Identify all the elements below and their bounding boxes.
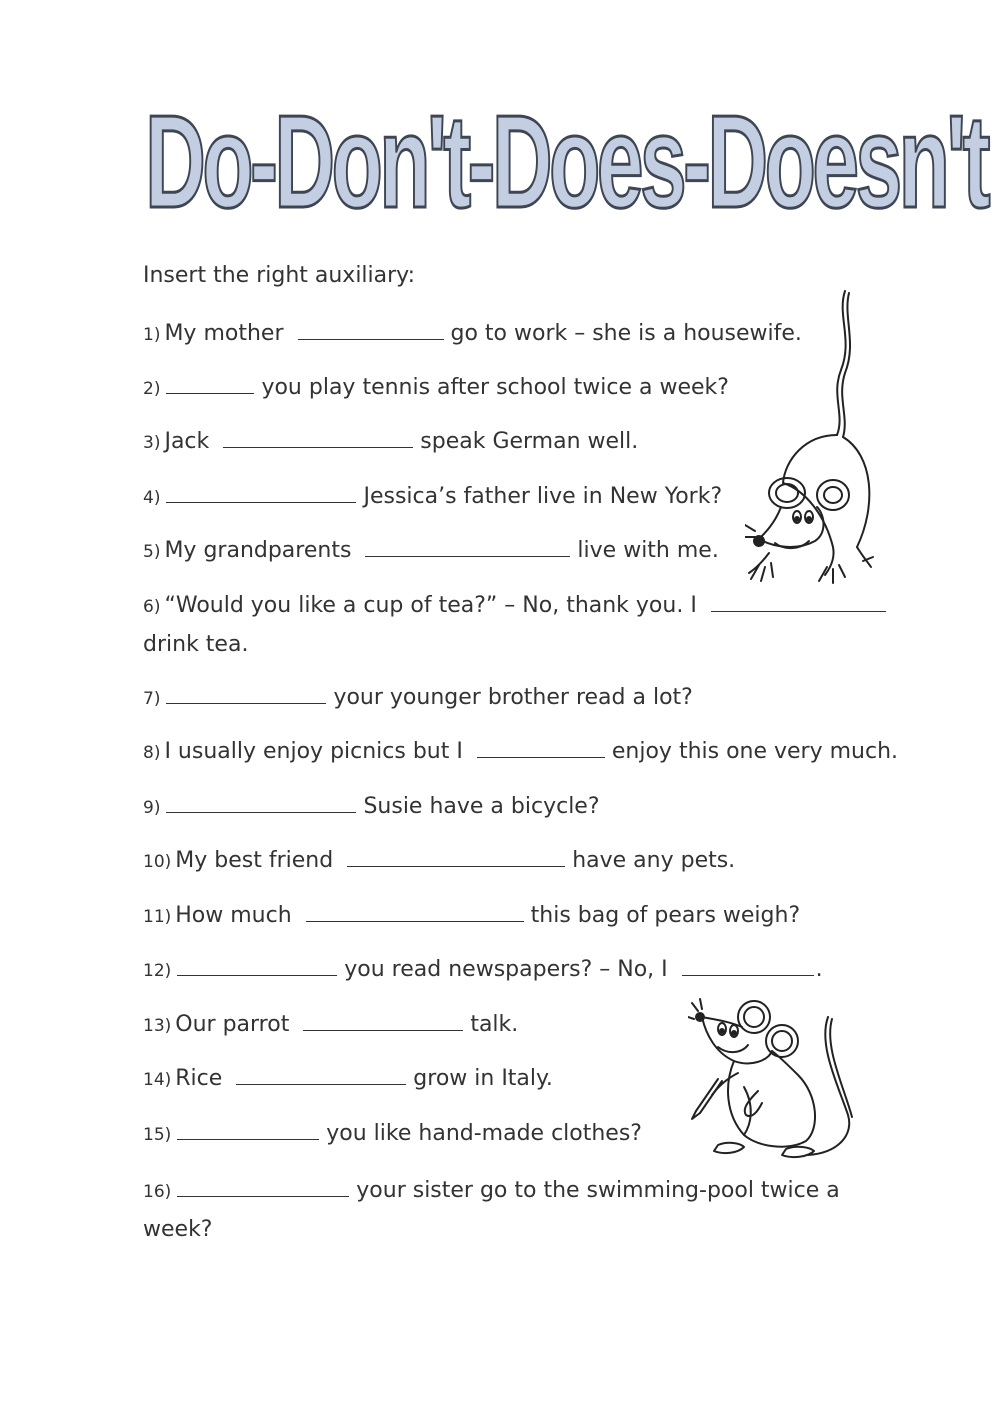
question-1	[143, 315, 802, 354]
question-6	[143, 587, 893, 663]
question-text-after: talk.	[470, 1012, 519, 1037]
question-11	[143, 897, 800, 936]
question-text-after: grow in Italy.	[413, 1066, 553, 1091]
answer-blank[interactable]	[177, 955, 337, 976]
instruction-text: Insert the right auxiliary:	[143, 263, 416, 288]
question-2	[143, 369, 729, 408]
question-number: 1)	[143, 325, 161, 345]
answer-blank[interactable]	[303, 1010, 463, 1031]
answer-blank[interactable]	[166, 683, 326, 704]
question-text-after: your younger brother read a lot?	[333, 685, 693, 710]
answer-blank[interactable]	[711, 591, 886, 612]
answer-blank[interactable]	[166, 482, 356, 503]
question-text-before: I usually enjoy picnics but I	[164, 739, 463, 764]
question-4	[143, 478, 722, 517]
question-text-before: Our parrot	[175, 1012, 290, 1037]
question-number: 3)	[143, 433, 161, 453]
question-number: 10)	[143, 852, 172, 872]
question-text-after: your sister go to the swimming-pool twice a	[356, 1178, 840, 1203]
question-number: 9)	[143, 798, 161, 818]
question-text-after: you like hand-made clothes?	[326, 1121, 642, 1146]
question-number: 12)	[143, 961, 172, 981]
question-text-after: live with me.	[577, 538, 719, 563]
question-13	[143, 1006, 518, 1045]
answer-blank[interactable]	[682, 955, 814, 976]
question-number: 16)	[143, 1182, 172, 1202]
question-number: 4)	[143, 488, 161, 508]
question-number: 14)	[143, 1070, 172, 1090]
question-text-end: .	[815, 957, 823, 982]
answer-blank[interactable]	[223, 427, 413, 448]
worksheet-title: Do-Don't-Does-Doesn't	[145, 88, 987, 235]
question-7	[143, 679, 693, 718]
question-text-after: you play tennis after school twice a week?	[261, 375, 729, 400]
question-text-after: enjoy this one very much.	[611, 739, 899, 764]
question-text-before: My best friend	[175, 848, 334, 873]
question-10	[143, 842, 735, 881]
question-number: 5)	[143, 542, 161, 562]
answer-blank[interactable]	[298, 319, 444, 340]
answer-blank[interactable]	[177, 1119, 319, 1140]
question-text-after: Jessica’s father live in New York?	[363, 484, 723, 509]
question-number: 11)	[143, 907, 172, 927]
answer-blank[interactable]	[236, 1064, 406, 1085]
question-text-before: How much	[175, 903, 292, 928]
question-16	[143, 1172, 840, 1248]
question-text-after: speak German well.	[420, 429, 639, 454]
question-9	[143, 788, 600, 827]
answer-blank[interactable]	[166, 373, 254, 394]
question-text-continued: week?	[143, 1217, 213, 1242]
answer-blank[interactable]	[365, 536, 570, 557]
answer-blank[interactable]	[166, 792, 356, 813]
question-number: 15)	[143, 1125, 172, 1145]
question-text-after: Susie have a bicycle?	[363, 794, 600, 819]
question-8	[143, 733, 898, 772]
question-text-before: My grandparents	[164, 538, 352, 563]
question-number: 8)	[143, 743, 161, 763]
question-5	[143, 532, 719, 571]
answer-blank[interactable]	[477, 737, 605, 758]
answer-blank[interactable]	[306, 901, 524, 922]
question-text-before: Rice	[175, 1066, 223, 1091]
question-14	[143, 1060, 553, 1099]
answer-blank[interactable]	[347, 846, 565, 867]
answer-blank[interactable]	[177, 1176, 349, 1197]
question-number: 7)	[143, 689, 161, 709]
mouse-tail-up-icon	[745, 285, 885, 590]
question-text-continued: drink tea.	[143, 632, 249, 657]
mouse-writing-icon	[688, 995, 856, 1165]
question-text-after: this bag of pears weigh?	[530, 903, 801, 928]
question-number: 6)	[143, 597, 161, 617]
question-number: 13)	[143, 1016, 172, 1036]
question-text-before: Jack	[164, 429, 210, 454]
question-text-after: have any pets.	[572, 848, 736, 873]
question-number: 2)	[143, 379, 161, 399]
question-text-before: My mother	[164, 321, 284, 346]
question-text-after: you read newspapers? – No, I	[344, 957, 668, 982]
question-12	[143, 951, 823, 990]
question-text-after: go to work – she is a housewife.	[450, 321, 802, 346]
question-text-before: “Would you like a cup of tea?” – No, thank you. I	[164, 593, 697, 618]
question-15	[143, 1115, 642, 1154]
question-3	[143, 423, 638, 462]
